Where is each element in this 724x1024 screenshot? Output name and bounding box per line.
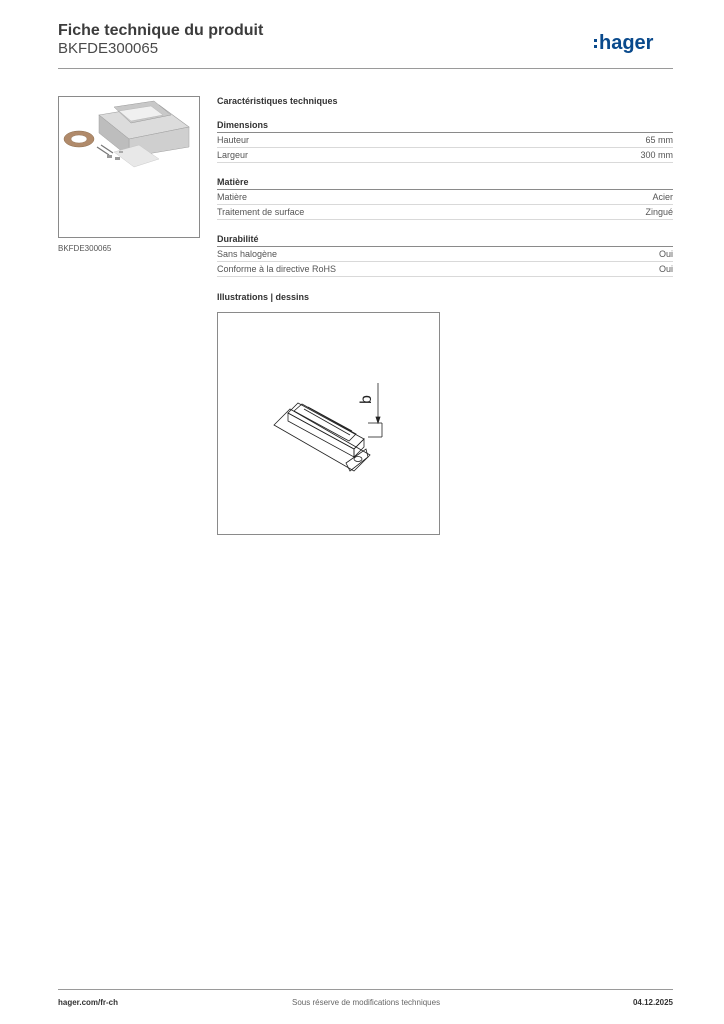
technical-drawing [217, 312, 440, 535]
spec-value: Acier [652, 192, 673, 202]
section-durability: Durabilité [217, 234, 673, 247]
spec-row [217, 262, 673, 277]
footer-website-link[interactable]: hager.com/fr-ch [58, 998, 119, 1007]
product-reference: BKFDE300065 [58, 40, 159, 57]
svg-text:hager: hager [599, 32, 654, 54]
spec-value: 300 mm [640, 150, 673, 160]
spec-row [217, 133, 673, 148]
footer-disclaimer: Sous réserve de modifications techniques [292, 998, 441, 1007]
spec-row [217, 205, 673, 220]
product-image [58, 96, 200, 238]
footer-date: 04.12.2025 [632, 998, 673, 1007]
spec-label: Largeur [217, 150, 249, 160]
dimension-label: b [358, 395, 375, 404]
illustrations-heading: Illustrations | dessins [217, 292, 310, 302]
header-divider [58, 68, 673, 69]
specifications-heading: Caractéristiques techniques [217, 96, 338, 106]
spec-value: Zingué [645, 207, 673, 217]
spec-label: Sans halogène [217, 249, 278, 259]
spec-label: Hauteur [217, 135, 250, 145]
technical-specifications [217, 96, 673, 277]
page-title: Fiche technique du produit [58, 22, 264, 39]
product-photo-icon [59, 97, 199, 237]
section-material: Matière [217, 177, 673, 190]
spec-label: Conforme à la directive RoHS [217, 264, 337, 274]
spec-row [217, 148, 673, 163]
spec-label: Matière [217, 192, 248, 202]
spec-value: Oui [658, 249, 673, 259]
dimension-drawing-icon [218, 313, 439, 534]
spec-label: Traitement de surface [217, 207, 305, 217]
spec-row [217, 190, 673, 205]
footer-divider [58, 989, 673, 990]
product-caption: BKFDE300065 [58, 244, 112, 253]
spec-value: Oui [658, 264, 673, 274]
hager-logo [594, 28, 674, 58]
section-dimensions: Dimensions [217, 120, 673, 133]
spec-row [217, 247, 673, 262]
spec-value: 65 mm [645, 135, 673, 145]
